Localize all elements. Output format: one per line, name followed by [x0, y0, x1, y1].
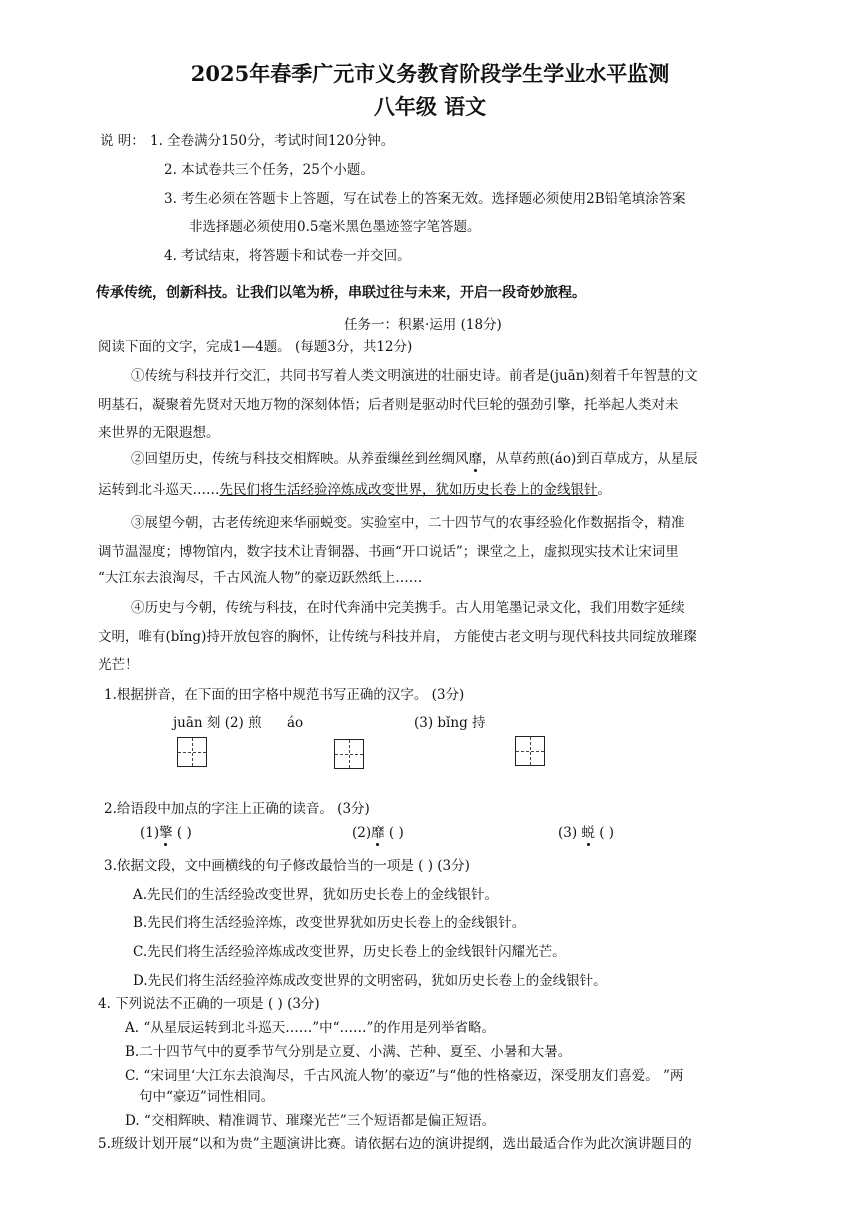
- q4-option-b[interactable]: B.二十四节气中的夏季节气分别是立夏、小满、芒种、夏至、小暑和大暑。: [125, 1044, 572, 1060]
- q3-option-b[interactable]: B.先民们将生活经验淬炼，改变世界犹如历史长卷上的金线银针。: [133, 915, 526, 931]
- q4-option-a[interactable]: A. “从星辰运转到北斗巡天……”中“……”的作用是列举省略。: [125, 1020, 495, 1036]
- q2-item-1-char: 擎: [159, 825, 173, 841]
- tianzige-box-1[interactable]: [177, 737, 207, 767]
- q2-stem: 2.给语段中加点的字注上正确的读音。 (3分): [104, 801, 370, 817]
- q2-item-2-num: (2): [352, 825, 372, 841]
- note-4: 4. 考试结束，将答题卡和试卷一并交回。: [164, 248, 411, 264]
- q4-option-d[interactable]: D. “交相辉映、精准调节、璀璨光芒”三个短语都是偏正短语。: [125, 1113, 496, 1129]
- q1-item-c: (3) bǐng 持: [414, 715, 486, 731]
- q2-item-1-blank[interactable]: ( ): [172, 825, 192, 841]
- passage-p1-line2: 明基石，凝聚着先贤对天地万物的深刻体悟；后者则是驱动时代巨轮的强劲引擎，托举起人类对未: [98, 397, 679, 413]
- passage-p2-text-c: 运转到北斗巡天……: [98, 482, 220, 498]
- q2-item-3-blank[interactable]: ( ): [594, 825, 615, 841]
- passage-p2-text-b: ，从草药煎(áo)到百草成方，从星辰: [482, 451, 698, 467]
- q2-item-1-num: (1): [140, 825, 160, 841]
- q2-item-3-char: 蜕: [581, 825, 595, 841]
- q2-item-2-blank[interactable]: ( ): [384, 825, 404, 841]
- q4-stem: 4. 下列说法不正确的一项是 ( ) (3分): [98, 996, 320, 1012]
- exam-title: 2025年春季广元市义务教育阶段学生学业水平监测: [190, 61, 670, 86]
- q2-item-3-num: (3): [558, 825, 582, 841]
- q2-item-2-char: 靡: [371, 825, 385, 841]
- passage-p3-line1: ③展望今朝，古老传统迎来华丽蜕变。实验室中，二十四节气的农事经验化作数据指令，精准: [131, 515, 685, 531]
- note-1: 1. 全卷满分150分，考试时间120分钟。: [150, 133, 395, 149]
- note-3: 3. 考生必须在答题卡上答题，写在试卷上的答案无效。选择题必须使用2B铅笔填涂答案: [164, 191, 686, 207]
- note-2: 2. 本试卷共三个任务，25个小题。: [164, 162, 374, 178]
- passage-p2-line2: [98, 480, 611, 500]
- q3-option-d[interactable]: D.先民们将生活经验淬炼成改变世界的文明密码，犹如历史长卷上的金线银针。: [133, 973, 607, 989]
- q3-option-c[interactable]: C.先民们将生活经验淬炼成改变世界，历史长卷上的金线银针闪耀光芒。: [133, 944, 566, 960]
- q4-option-c[interactable]: C. “宋词里‘大江东去浪淘尽，千古风流人物’的豪迈”与“他的性格豪迈，深受朋友们喜爱。 ”两: [125, 1068, 684, 1084]
- passage-p1-line1: ①传统与科技并行交汇，共同书写着人类文明演进的壮丽史诗。前者是(juān)刻着千年智慧的文: [131, 368, 698, 384]
- dotted-char-mi: 靡: [468, 451, 482, 467]
- passage-p3-line2: 调节温湿度；博物馆内，数字技术让青铜器、书画“开口说话”；课堂之上，虚拟现实技术让宋词里: [98, 544, 679, 560]
- passage-p4-line2: 文明，唯有(bǐng)持开放包容的胸怀，让传统与科技并肩， 方能使古老文明与现代科技共同绽放璀璨: [98, 629, 697, 645]
- q2-item-1: [140, 823, 192, 843]
- q5-stem: 5.班级计划开展“以和为贵”主题演讲比赛。请依据右边的演讲提纲，选出最适合作为此次演讲题目的: [98, 1136, 692, 1152]
- q2-item-3: [558, 823, 614, 843]
- notes-label: 说 明：: [100, 133, 145, 149]
- exam-subtitle: 八年级 语文: [373, 94, 487, 119]
- tianzige-box-3[interactable]: [515, 736, 545, 766]
- passage-p2-line1: [131, 449, 698, 469]
- q1-item-b: áo: [287, 715, 304, 731]
- note-3-cont: 非选择题必须使用0.5毫米黑色墨迹签字笔答题。: [189, 219, 481, 235]
- q3-stem: 3.依据文段，文中画横线的句子修改最恰当的一项是 ( ) (3分): [104, 858, 470, 874]
- task1-heading: 任务一：积累·运用 (18分): [344, 317, 502, 333]
- passage-p4-line1: ④历史与今朝，传统与科技，在时代奔涌中完美携手。古人用笔墨记录文化，我们用数字延续: [131, 600, 685, 616]
- q1-item-a: juān 刻 (2) 煎: [173, 715, 262, 731]
- task1-instruction: 阅读下面的文字，完成1—4题。 (每题3分，共12分): [98, 339, 413, 355]
- q4-option-c-cont: 句中“豪迈”词性相同。: [139, 1089, 275, 1105]
- q3-option-a[interactable]: A.先民们的生活经验改变世界，犹如历史长卷上的金线银针。: [133, 887, 499, 903]
- q1-stem: 1.根据拼音，在下面的田字格中规范书写正确的汉字。 (3分): [104, 687, 465, 703]
- underlined-sentence: 先民们将生活经验淬炼成改变世界，犹如历史长卷上的金线银针: [219, 482, 598, 498]
- tianzige-box-2[interactable]: [334, 739, 364, 769]
- passage-p2-text-d: 。: [597, 482, 611, 498]
- passage-p1-line3: 来世界的无限遐想。: [98, 425, 220, 441]
- q2-item-2: [352, 823, 404, 843]
- passage-p4-line3: 光芒！: [98, 657, 139, 673]
- passage-p2-text-a: ②回望历史，传统与科技交相辉映。从养蚕缫丝到丝绸风: [131, 451, 469, 467]
- theme-line: 传承传统，创新科技。让我们以笔为桥，串联过往与未来，开启一段奇妙旅程。: [96, 285, 586, 301]
- passage-p3-line3: “大江东去浪淘尽，千古风流人物”的豪迈跃然纸上……: [98, 570, 423, 586]
